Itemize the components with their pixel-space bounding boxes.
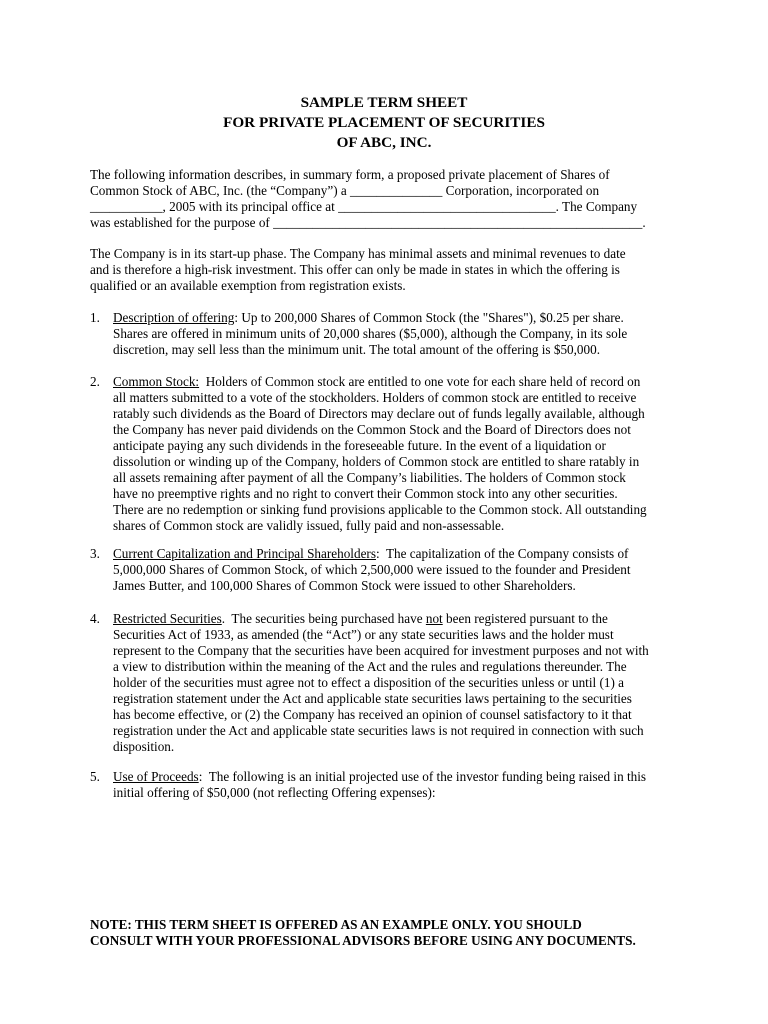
text-line: The following is an initial projected use of the investor funding being raised in this [202,769,647,784]
text-line: has become effective, or (2) the Company has received an opinion of counsel satisfactory to it that [113,707,632,722]
startup-paragraph [90,246,680,294]
item-heading: Common Stock: [113,374,200,389]
item-heading: Description of offering [113,310,235,325]
text-line: anticipate paying any such dividends in the foreseeable future. In the event of a liquidation or [113,438,606,453]
text-line: Up to 200,000 Shares of Common Stock (the "Shares"), $0.25 per share. [238,310,624,325]
text-line: ___________, 2005 with its principal office at _________________________________. The Company [90,199,638,214]
item-heading-suffix: : [375,546,380,561]
text-fragment: The securities being purchased have [225,611,426,626]
text-line: have no preemptive rights and no right to convert their Common stock into any other securities. [113,486,618,501]
text-line: qualified or an available exemption from registration exists. [90,278,406,293]
text-line: Shares are offered in minimum units of 20,000 shares ($5,000), although the Company, in its sole [113,326,628,341]
intro-paragraph [90,167,680,231]
text-line: ratably such dividends as the Board of Directors may declare out of funds legally available, although [113,406,645,421]
text-line: a view to distribution within the meaning of the Act and the rules and regulations thereunder. The [113,659,627,674]
document-title [0,93,768,153]
item-heading-suffix: . [221,611,226,626]
text-line: dissolution or winding up of the Company, holders of Common stock are entitled to share ratably in [113,454,640,469]
item-number: 2. [90,374,100,389]
text-line: initial offering of $50,000 (not reflecting Offering expenses): [113,785,436,800]
text-line: There are no redemption or sinking fund provisions applicable to the Common stock. All outstanding [113,502,647,517]
item-heading: Current Capitalization and Principal Shareholders [113,546,376,561]
text-line: registration statement under the Act and applicable state securities laws pertaining to the securities [113,691,632,706]
text-line: discretion, may sell less than the minimum unit. The total amount of the offering is $50,000. [113,342,601,357]
list-item-5 [90,769,680,801]
item-heading: Restricted Securities [113,611,222,626]
note-line: NOTE: THIS TERM SHEET IS OFFERED AS AN EXAMPLE ONLY. YOU SHOULD [90,917,582,932]
item-number: 4. [90,611,100,626]
text-line: all matters submitted to a vote of the stockholders. Holders of common stock are entitled to receive [113,390,637,405]
text-fragment: been registered pursuant to the [442,611,608,626]
text-line: The Company is in its start-up phase. The Company has minimal assets and minimal revenues to date [90,246,626,261]
title-line: SAMPLE TERM SHEET [300,94,468,111]
text-line: shares of Common stock are validly issued, fully paid and non-assessable. [113,518,505,533]
item-number: 3. [90,546,100,561]
text-line: Common Stock of ABC, Inc. (the “Company”) a ______________ Corporation, incorporated on [90,183,600,198]
item-heading-suffix: : [234,310,239,325]
text-line: The following information describes, in summary form, a proposed private placement of Shares of [90,167,610,182]
text-line: all assets remaining after payment of all the Company’s liabilities. The holders of Common stock [113,470,626,485]
text-line: the Company has never paid dividends on the Common Stock and the Board of Directors does not [113,422,631,437]
list-item-3 [90,546,680,594]
item-heading: Use of Proceeds [113,769,199,784]
text-line: Holders of Common stock are entitled to one vote for each share held of record on [199,374,641,389]
text-line: holder of the securities must agree not to effect a disposition of the securities unless or until (1) a [113,675,625,690]
text-line: represent to the Company that the securities have been acquired for investment purposes and not with [113,643,649,658]
text-line: and is therefore a high-risk investment. This offer can only be made in states in which the offering is [90,262,620,277]
text-line: disposition. [113,739,175,754]
title-line: OF ABC, INC. [336,134,432,151]
item-number: 1. [90,310,100,325]
text-line: Securities Act of 1933, as amended (the “Act”) or any state securities laws and the holder must [113,627,614,642]
disclaimer-note [90,917,700,949]
text-line: was established for the purpose of ________________________________________________________. [90,215,646,230]
text-line: James Butter, and 100,000 Shares of Common Stock were issued to other Shareholders. [113,578,576,593]
text-line: The capitalization of the Company consists of [379,546,629,561]
list-item-2 [90,374,680,534]
text-line: 5,000,000 Shares of Common Stock, of which 2,500,000 were issued to the founder and President [113,562,631,577]
title-line: FOR PRIVATE PLACEMENT OF SECURITIES [223,114,545,131]
list-item-1 [90,310,680,358]
text-line: registration under the Act and applicable state securities laws is not required in connection with such [113,723,644,738]
list-item-4 [90,611,680,755]
item-heading-suffix: : [198,769,203,784]
item-number: 5. [90,769,100,784]
note-line: CONSULT WITH YOUR PROFESSIONAL ADVISORS BEFORE USING ANY DOCUMENTS. [90,933,636,948]
emphasis-not: not [425,611,443,626]
